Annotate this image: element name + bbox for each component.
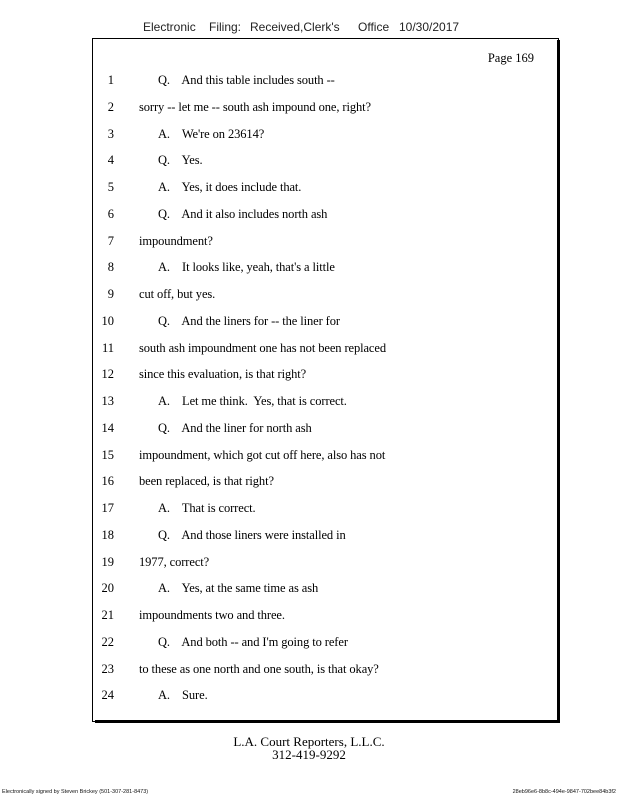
- transcript-line: [0, 73, 618, 91]
- transcript-line: [0, 234, 618, 252]
- transcript-line: [0, 421, 618, 439]
- line-number: 4: [107, 153, 114, 168]
- transcript-line: [0, 260, 618, 278]
- line-text: A. Sure.: [158, 688, 208, 703]
- footer-phone: 312-419-9292: [272, 747, 346, 762]
- line-text: Q. And those liners were installed in: [158, 527, 346, 542]
- line-number: 17: [101, 501, 114, 515]
- stamp-word-received: Received,Clerk's: [250, 20, 340, 34]
- line-text: impoundment, which got cut off here, also has not: [139, 447, 386, 462]
- line-number: 8: [107, 260, 114, 275]
- frame-shadow-bottom: [95, 720, 560, 723]
- transcript-line: [0, 314, 618, 332]
- line-number: 5: [107, 180, 114, 194]
- line-text: A. Yes, it does include that.: [158, 180, 302, 194]
- signature-left: Electronically signed by Steven Brickey (501-307-281-8473): [2, 789, 149, 795]
- line-text: A. Yes, at the same time as ash: [158, 581, 319, 596]
- transcript-line: [0, 528, 618, 546]
- line-number: 21: [101, 608, 114, 622]
- line-text: been replaced, is that right?: [139, 474, 274, 489]
- line-number: 14: [101, 420, 114, 435]
- transcript-line: [0, 100, 618, 118]
- line-text: Q. And the liner for north ash: [158, 420, 312, 435]
- line-text: Q. And this table includes south --: [158, 73, 335, 87]
- line-number: 24: [101, 688, 114, 703]
- page-label: Page 169: [487, 51, 534, 65]
- line-text: since this evaluation, is that right?: [139, 367, 307, 382]
- line-number: 18: [101, 527, 114, 542]
- line-text: A. We're on 23614?: [158, 126, 265, 141]
- line-text: impoundment?: [139, 233, 213, 248]
- transcript-line: [0, 287, 618, 305]
- line-text: A. Let me think. Yes, that is correct.: [158, 394, 347, 408]
- line-number: 3: [107, 126, 114, 141]
- line-number: 12: [101, 367, 114, 382]
- line-number: 23: [101, 661, 114, 676]
- line-text: to these as one north and one south, is that okay?: [139, 661, 379, 676]
- line-number: 16: [101, 474, 114, 489]
- transcript-line: [0, 394, 618, 412]
- transcript-line: [0, 555, 618, 573]
- transcript-line: [0, 180, 618, 198]
- transcript-line: [0, 341, 618, 359]
- transcript-line: [0, 207, 618, 225]
- stamp-word-office: Office: [358, 20, 390, 34]
- line-number: 19: [101, 554, 114, 569]
- line-number: 22: [101, 634, 114, 649]
- line-text: impoundments two and three.: [139, 608, 285, 622]
- line-text: Q. And the liners for -- the liner for: [158, 313, 340, 328]
- line-number: 2: [107, 99, 114, 114]
- line-text: sorry -- let me -- south ash impound one, right?: [139, 99, 371, 114]
- line-text: Q. And both -- and I'm going to refer: [158, 634, 348, 649]
- line-number: 6: [107, 206, 114, 221]
- signature-right: 28eb96e6-8b8c-494e-9847-702bee84b3f2: [512, 789, 616, 795]
- line-number: 15: [101, 447, 114, 462]
- transcript-line: [0, 367, 618, 385]
- stamp-word-electronic: Electronic: [143, 20, 196, 34]
- stamp-word-filing: Filing:: [209, 20, 242, 34]
- transcript-line: [0, 501, 618, 519]
- line-text: A. It looks like, yeah, that's a little: [158, 260, 335, 275]
- line-number: 1: [107, 73, 114, 87]
- line-text: 1977, correct?: [139, 554, 210, 569]
- transcript-line: [0, 474, 618, 492]
- line-text: Q. Yes.: [158, 153, 203, 168]
- line-number: 11: [101, 340, 114, 355]
- transcript-line: [0, 662, 618, 680]
- footer-company: L.A. Court Reporters, L.L.C.: [233, 734, 385, 749]
- line-text: cut off, but yes.: [139, 287, 216, 301]
- transcript-line: [0, 153, 618, 171]
- transcript-line: [0, 448, 618, 466]
- transcript-line: [0, 688, 618, 706]
- line-text: Q. And it also includes north ash: [158, 206, 328, 221]
- transcript-line: [0, 581, 618, 599]
- line-number: 7: [107, 233, 114, 248]
- line-number: 9: [107, 287, 114, 301]
- stamp-date: 10/30/2017: [399, 20, 460, 34]
- line-text: A. That is correct.: [158, 501, 256, 515]
- line-number: 10: [101, 313, 114, 328]
- line-number: 20: [101, 581, 114, 596]
- transcript-line: [0, 127, 618, 145]
- line-number: 13: [101, 394, 114, 408]
- line-text: south ash impoundment one has not been replaced: [139, 340, 386, 355]
- transcript-line: [0, 608, 618, 626]
- transcript-line: [0, 635, 618, 653]
